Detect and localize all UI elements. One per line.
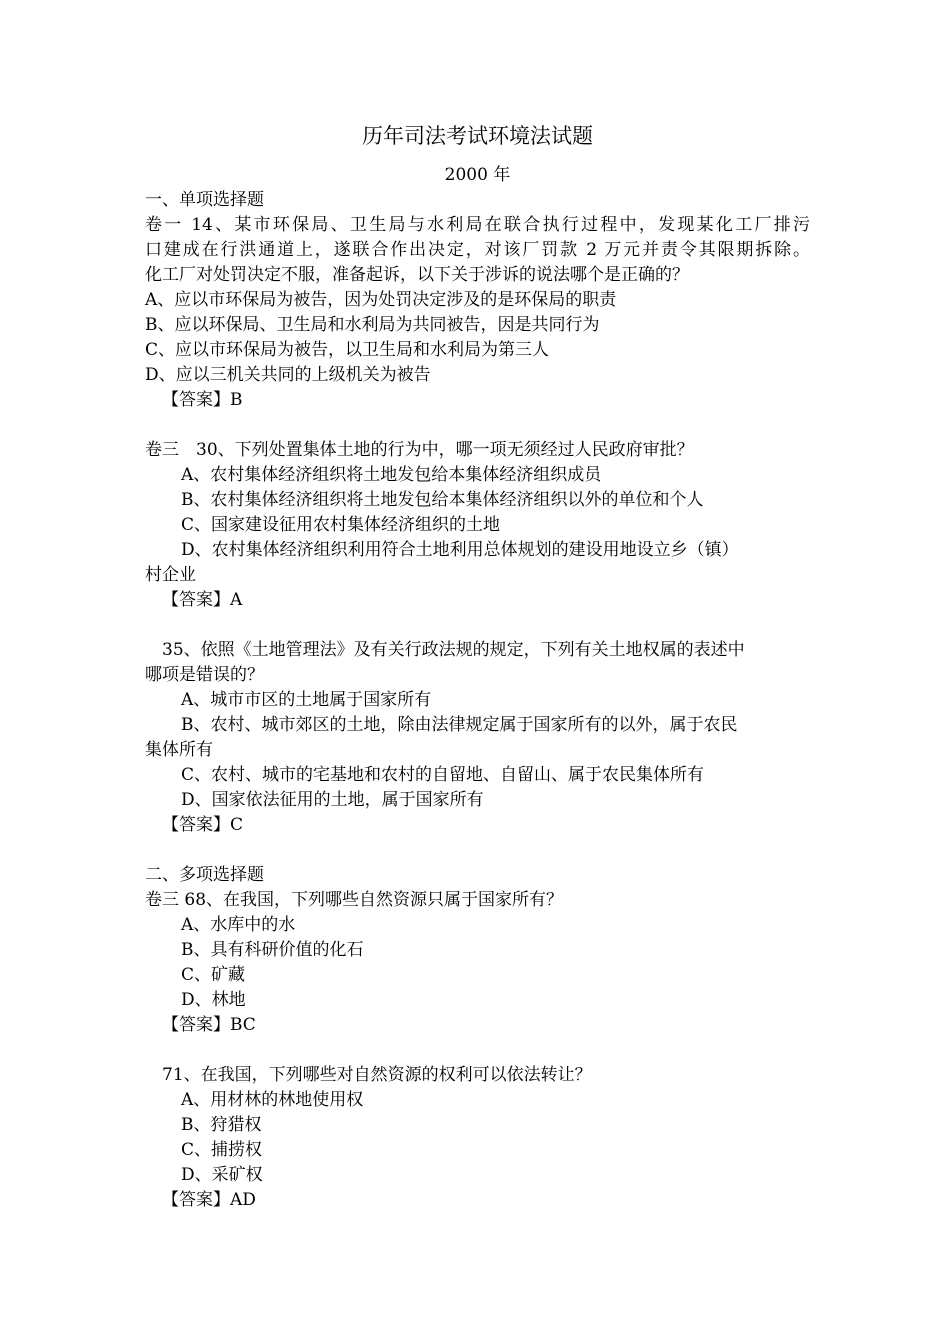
option-c: C、捕捞权: [181, 1140, 263, 1160]
document-year: 2000 年: [444, 165, 511, 185]
question-stem-line: 71、在我国，下列哪些对自然资源的权利可以依法转让？: [162, 1065, 592, 1085]
question-stem-line: 卷一 14、某市环保局、卫生局与水利局在联合执行过程中，发现某化工厂排污: [145, 215, 810, 235]
option-a: A、农村集体经济组织将土地发包给本集体经济组织成员: [181, 465, 602, 485]
option-d: D、采矿权: [181, 1165, 263, 1185]
question-stem-line: 哪项是错误的？: [145, 665, 264, 685]
option-d: D、农村集体经济组织利用符合土地利用总体规划的建设用地设立乡（镇）: [181, 540, 739, 560]
question-stem-line: 卷三 68、在我国，下列哪些自然资源只属于国家所有？: [145, 890, 564, 910]
option-c: C、应以市环保局为被告，以卫生局和水利局为第三人: [145, 340, 550, 360]
option-b: B、应以环保局、卫生局和水利局为共同被告，因是共同行为: [145, 315, 600, 335]
question-stem-line: 口建成在行洪通道上，遂联合作出决定，对该厂罚款 2 万元并责令其限期拆除。: [145, 240, 810, 260]
option-b: B、狩猎权: [181, 1115, 262, 1135]
option-c: C、国家建设征用农村集体经济组织的土地: [181, 515, 501, 535]
answer: 【答案】AD: [162, 1190, 256, 1210]
question-stem-line: 35、依照《土地管理法》及有关行政法规的规定，下列有关土地权属的表述中: [162, 640, 745, 660]
option-d: D、国家依法征用的土地，属于国家所有: [181, 790, 484, 810]
option-d: D、应以三机关共同的上级机关为被告: [145, 365, 431, 385]
answer: 【答案】BC: [162, 1015, 256, 1035]
question-stem-line: 化工厂对处罚决定不服，准备起诉，以下关于涉诉的说法哪个是正确的？: [145, 265, 689, 285]
option-a: A、水库中的水: [181, 915, 296, 935]
option-a: A、城市市区的土地属于国家所有: [181, 690, 432, 710]
option-b-continued: 集体所有: [145, 740, 213, 760]
question-stem-line: 卷三 30、下列处置集体土地的行为中，哪一项无须经过人民政府审批？: [145, 440, 694, 460]
answer: 【答案】A: [162, 590, 243, 610]
answer: 【答案】B: [162, 390, 243, 410]
option-b: B、农村、城市郊区的土地，除由法律规定属于国家所有的以外，属于农民: [181, 715, 738, 735]
option-c: C、矿藏: [181, 965, 246, 985]
answer: 【答案】C: [162, 815, 244, 835]
option-b: B、农村集体经济组织将土地发包给本集体经济组织以外的单位和个人: [181, 490, 704, 510]
option-c: C、农村、城市的宅基地和农村的自留地、自留山、属于农民集体所有: [181, 765, 705, 785]
option-b: B、具有科研价值的化石: [181, 940, 364, 960]
option-a: A、应以市环保局为被告，因为处罚决定涉及的是环保局的职责: [145, 290, 617, 310]
option-a: A、用材林的林地使用权: [181, 1090, 364, 1110]
document-title: 历年司法考试环境法试题: [362, 124, 593, 148]
section-heading-single-choice: 一、单项选择题: [145, 190, 264, 210]
section-heading-multiple-choice: 二、多项选择题: [145, 865, 264, 885]
option-d: D、林地: [181, 990, 246, 1010]
option-d-continued: 村企业: [145, 565, 196, 585]
